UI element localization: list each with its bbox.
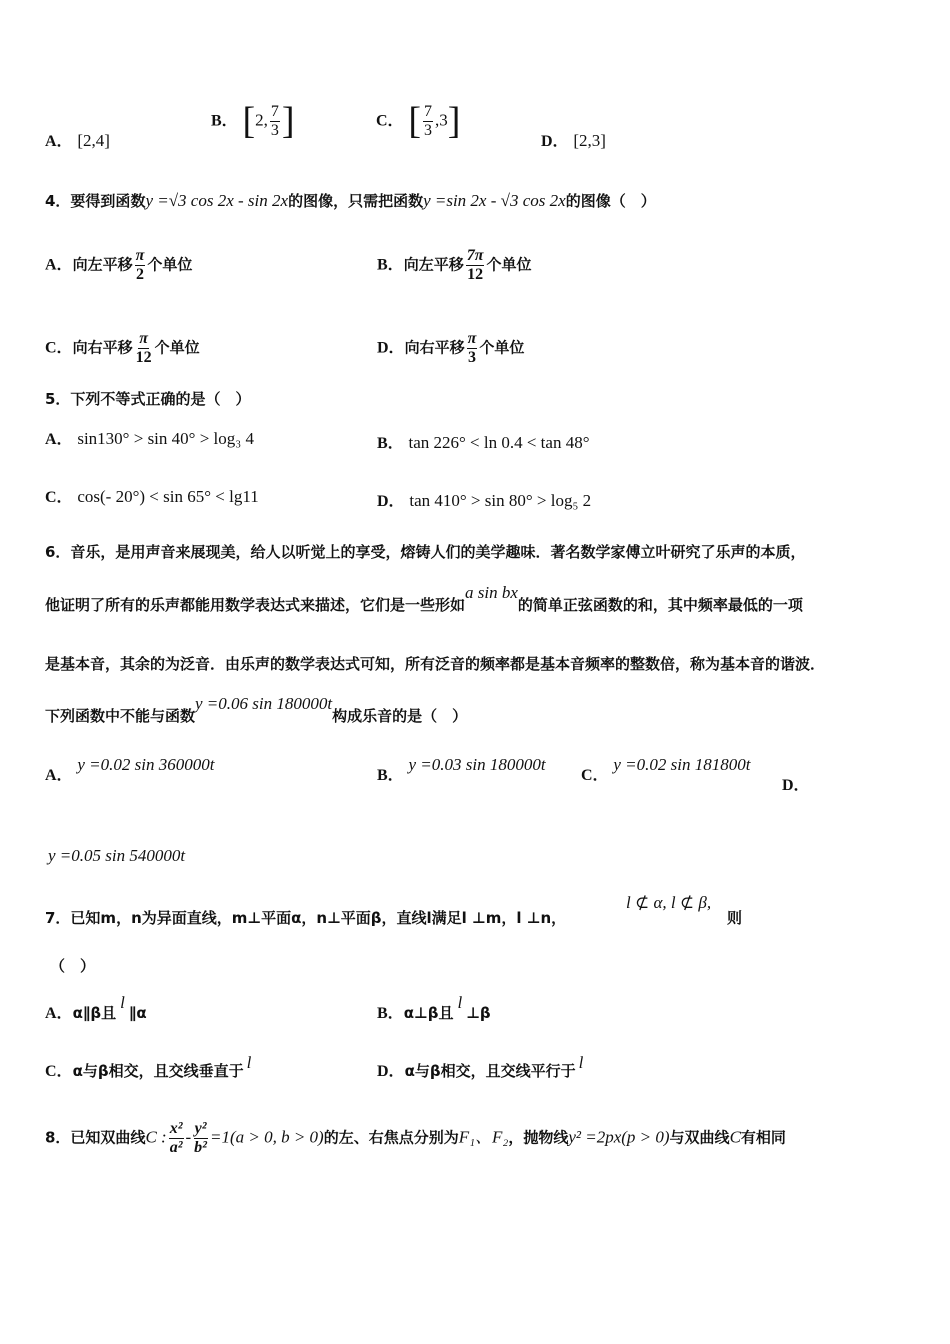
q6-line-4 bbox=[45, 694, 468, 726]
option-label: A． bbox=[45, 256, 73, 274]
q4-option-d bbox=[377, 330, 524, 366]
option-label: D． bbox=[377, 1063, 405, 1080]
option-label: A． bbox=[45, 1005, 73, 1022]
option-label: B． bbox=[377, 767, 404, 784]
option-text: α与β相交，且交线平行于 bbox=[404, 1062, 576, 1080]
stem-text: 8．已知双曲线 bbox=[45, 1128, 146, 1147]
q3-option-d bbox=[541, 128, 606, 151]
q5-option-b bbox=[377, 430, 590, 453]
option-text: α与β相交，且交线垂直于 bbox=[72, 1062, 244, 1080]
option-text: y =0.03 sin 180000t bbox=[408, 755, 546, 774]
q7-formula bbox=[626, 893, 711, 913]
option-label: B． bbox=[377, 1005, 404, 1022]
stem-text: 构成乐音的是（ ） bbox=[332, 707, 468, 725]
option-text: 向右平移 bbox=[72, 338, 133, 357]
option-label: D． bbox=[377, 493, 405, 510]
option-label: C． bbox=[45, 1063, 73, 1080]
fraction bbox=[467, 330, 478, 366]
fraction bbox=[466, 247, 485, 283]
formula: y =√3 cos 2x - sin 2x bbox=[145, 191, 289, 210]
option-text: y =0.05 sin 540000t bbox=[48, 846, 186, 865]
option-text: tan 410° > sin 80° > log₅ 2 bbox=[409, 491, 592, 510]
q5-option-d bbox=[377, 488, 591, 511]
stem-text: 有相同 bbox=[740, 1128, 786, 1147]
fraction bbox=[270, 103, 280, 139]
option-label: A． bbox=[45, 767, 73, 784]
q6-option-a bbox=[45, 755, 215, 785]
q7-paren: （ ） bbox=[50, 957, 96, 975]
q6-line-3: 是基本音，其余的为泛音．由乐声的数学表达式可知，所有泛音的频率都是基本音频率的整数倍，称为基本音的谐波． bbox=[45, 655, 826, 673]
option-text: ∥α bbox=[128, 1004, 147, 1022]
option-text: 个单位 bbox=[486, 255, 532, 274]
numerator: x² bbox=[169, 1120, 183, 1137]
right-bracket: ] bbox=[281, 100, 295, 142]
numerator: y² bbox=[194, 1120, 207, 1137]
q3-option-b bbox=[211, 102, 295, 140]
line-l: l bbox=[120, 993, 125, 1012]
q6-option-c bbox=[581, 755, 751, 785]
option-label: D． bbox=[782, 777, 810, 794]
option-text: [2,3] bbox=[573, 131, 606, 150]
option-text: tan 226° < ln 0.4 < tan 48° bbox=[408, 433, 590, 452]
option-text: α⊥β且 bbox=[403, 1004, 454, 1022]
option-text: [2,4] bbox=[77, 131, 110, 150]
stem-text: 下列函数中不能与函数 bbox=[45, 707, 196, 725]
numerator: π bbox=[135, 247, 145, 264]
line-l: l bbox=[578, 1053, 584, 1072]
q7-option-c bbox=[45, 1053, 254, 1081]
option-label: D． bbox=[541, 133, 569, 150]
numerator: 7 bbox=[424, 102, 432, 120]
option-text: 个单位 bbox=[147, 255, 193, 274]
q5-option-a bbox=[45, 426, 254, 449]
option-text: y =0.02 sin 181800t bbox=[613, 755, 751, 774]
option-text: ⊥β bbox=[466, 1004, 491, 1022]
right-bracket: ] bbox=[447, 100, 461, 142]
q7-option-b bbox=[377, 993, 491, 1023]
q5-option-c bbox=[45, 484, 259, 507]
stem-text: 4．要得到函数 bbox=[45, 192, 146, 210]
formula: - bbox=[185, 1127, 192, 1147]
option-label: C． bbox=[45, 489, 73, 506]
line-l: l bbox=[457, 993, 463, 1012]
denominator: 3 bbox=[467, 348, 476, 366]
q6-line-1: 6．音乐，是用声音来展现美，给人以听觉上的享受，熔铸人们的美学趣味．著名数学家傅立叶研究了乐声的本质， bbox=[45, 543, 806, 561]
q6-option-b bbox=[377, 755, 546, 785]
numerator: 7 bbox=[270, 102, 279, 120]
option-label: D． bbox=[377, 339, 405, 357]
option-label: A． bbox=[45, 133, 73, 150]
interval-left: 2, bbox=[255, 110, 268, 130]
q4-stem bbox=[45, 190, 656, 211]
q3-option-a bbox=[45, 128, 110, 151]
q8-stem bbox=[45, 1120, 786, 1156]
formula: y =sin 2x - √3 cos 2x bbox=[423, 191, 566, 210]
interval-right: ,3 bbox=[435, 110, 448, 130]
q4-option-c bbox=[45, 330, 200, 366]
denominator: a² bbox=[169, 1138, 183, 1156]
denominator: 3 bbox=[424, 121, 432, 139]
stem-text: 的图像，只需把函数 bbox=[288, 192, 424, 210]
option-text: cos(- 20°) < sin 65° < lg11 bbox=[77, 487, 259, 506]
fraction-y bbox=[193, 1120, 208, 1156]
numerator: π bbox=[467, 330, 477, 347]
option-label: B． bbox=[211, 112, 238, 130]
denominator: 12 bbox=[135, 348, 152, 366]
formula: a sin bx bbox=[465, 583, 518, 602]
formula: C bbox=[729, 1127, 741, 1147]
option-label: C． bbox=[45, 339, 73, 357]
option-label: C． bbox=[376, 112, 404, 130]
q4-option-b bbox=[377, 247, 531, 283]
formula: F₁、F₂ bbox=[458, 1127, 509, 1147]
q6-option-d bbox=[48, 846, 185, 866]
stem-text: 的图像（ ） bbox=[565, 192, 656, 210]
left-bracket: [ bbox=[408, 100, 421, 142]
q7-option-d bbox=[377, 1053, 586, 1081]
option-label: B． bbox=[377, 435, 404, 452]
formula: C : bbox=[145, 1127, 167, 1147]
numerator: π bbox=[139, 330, 148, 347]
option-text: 向右平移 bbox=[404, 338, 465, 357]
option-text: sin130° > sin 40° > log₃ 4 bbox=[77, 429, 254, 448]
denominator: 12 bbox=[467, 265, 484, 283]
denominator: b² bbox=[194, 1138, 207, 1156]
left-bracket: [ bbox=[242, 100, 256, 142]
q6-line-2 bbox=[45, 583, 803, 615]
formula: y² =2px(p > 0) bbox=[568, 1127, 670, 1147]
fraction-x bbox=[169, 1120, 184, 1156]
stem-text: 的左、右焦点分别为 bbox=[323, 1128, 459, 1147]
stem-text: ，抛物线 bbox=[508, 1128, 569, 1147]
line-l: l bbox=[246, 1053, 252, 1072]
formula: y =0.06 sin 180000t bbox=[195, 694, 333, 713]
fraction bbox=[135, 247, 146, 283]
option-label: B． bbox=[377, 256, 404, 274]
q7-option-a bbox=[45, 993, 147, 1023]
q7-stem bbox=[45, 907, 566, 928]
q3-option-c bbox=[376, 102, 460, 140]
denominator: 2 bbox=[135, 265, 144, 283]
option-text: 个单位 bbox=[479, 338, 525, 357]
q6-option-d-label bbox=[782, 772, 810, 795]
option-text: y =0.02 sin 360000t bbox=[77, 755, 215, 774]
denominator: 3 bbox=[270, 121, 279, 139]
numerator: 7π bbox=[466, 247, 484, 264]
stem-text: 他证明了所有的乐声都能用数学表达式来描述，它们是一些形如 bbox=[45, 596, 466, 614]
option-text: 向左平移 bbox=[72, 255, 133, 274]
stem-text: 与双曲线 bbox=[669, 1128, 730, 1147]
stem-text: 的简单正弦函数的和，其中频率最低的一项 bbox=[517, 596, 803, 614]
q5-stem: 5．下列不等式正确的是（ ） bbox=[45, 390, 251, 408]
option-label: A． bbox=[45, 431, 73, 448]
option-label: C． bbox=[581, 767, 609, 784]
option-text: 向左平移 bbox=[403, 255, 464, 274]
formula: l ⊄ α, l ⊄ β, bbox=[626, 893, 712, 912]
fraction bbox=[423, 103, 433, 139]
q4-option-a bbox=[45, 247, 192, 283]
stem-text: 7．已知m，n为异面直线，m⊥平面α，n⊥平面β，直线l满足l ⊥m，l ⊥n， bbox=[45, 909, 567, 927]
fraction bbox=[135, 330, 153, 366]
option-text: 个单位 bbox=[154, 338, 200, 357]
formula: =1(a > 0, b > 0) bbox=[209, 1127, 324, 1147]
q7-suffix: 则 bbox=[727, 909, 743, 927]
option-text: α∥β且 bbox=[72, 1004, 117, 1022]
